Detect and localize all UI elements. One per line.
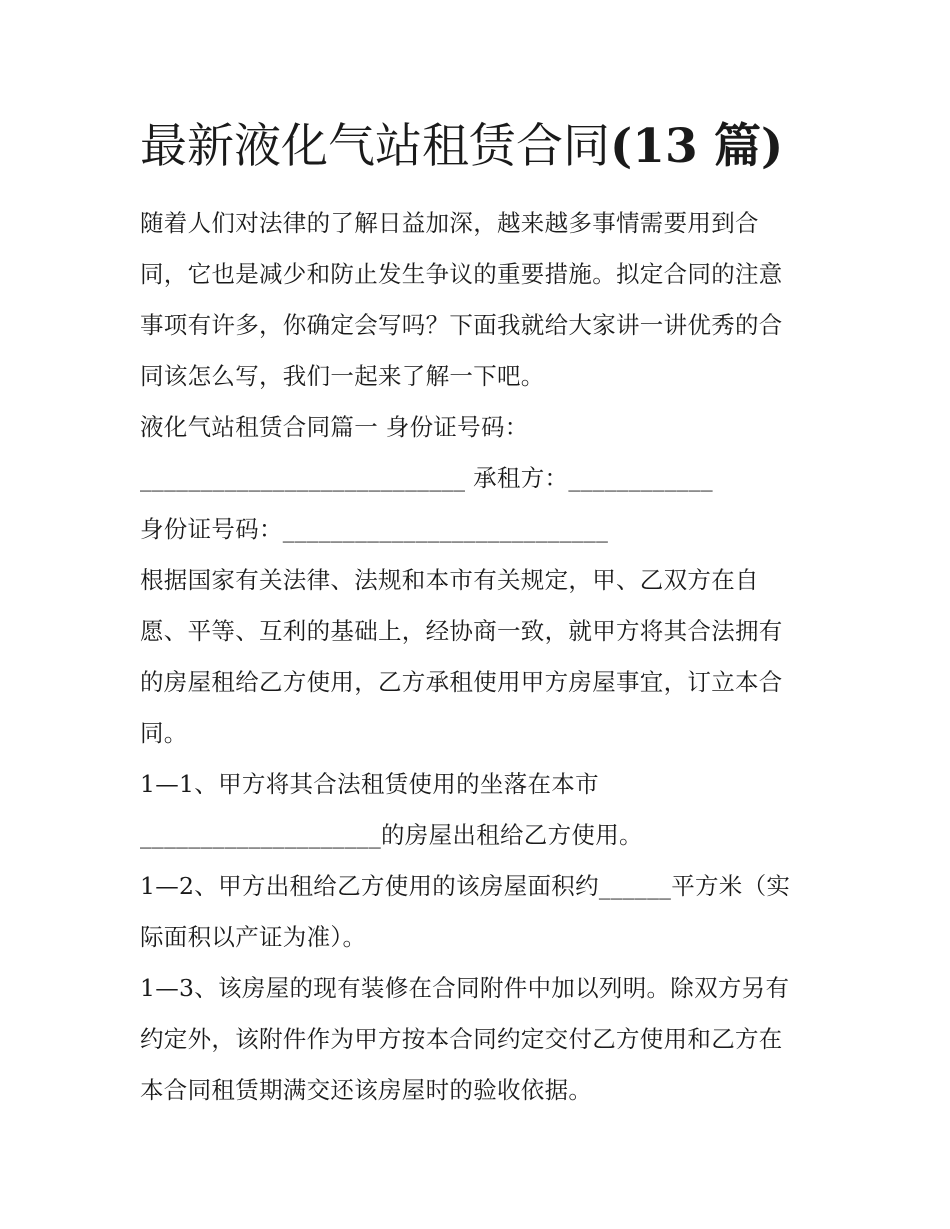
preamble-line-2: 愿、平等、互利的基础上，经协商一致，就甲方将其合法拥有 (140, 617, 783, 645)
preamble-line-1: 根据国家有关法律、法规和本市有关规定，甲、乙双方在自 (140, 566, 759, 594)
clause-1-1-line-2: ____________________的房屋出租给乙方使用。 (140, 821, 643, 849)
clause-1-3-line-3: 本合同租赁期满交还该房屋时的验收依据。 (140, 1076, 593, 1104)
lessee-line: ___________________________ 承租方：____________ (140, 464, 713, 492)
intro-line-4: 同该怎么写，我们一起来了解一下吧。 (140, 362, 545, 390)
clause-1-3-line-2: 约定外，该附件作为甲方按本合同约定交付乙方使用和乙方在 (140, 1025, 783, 1053)
document-body (140, 198, 820, 1116)
contract-heading-line: 液化气站租赁合同篇一 身份证号码： (140, 413, 529, 441)
document-title (140, 112, 783, 182)
intro-line-1: 随着人们对法律的了解日益加深，越来越多事情需要用到合 (140, 209, 759, 237)
clause-1-2-line-2: 际面积以产证为准）。 (140, 923, 367, 951)
clause-1-1-line-1: 1—1、甲方将其合法租赁使用的坐落在本市 (140, 770, 599, 798)
document-title-suffix: (13 篇) (610, 119, 784, 174)
id-number-line: 身份证号码：___________________________ (140, 515, 609, 543)
clause-1-3-line-1: 1—3、该房屋的现有装修在合同附件中加以列明。除双方另有 (140, 974, 790, 1002)
intro-line-2: 同，它也是减少和防止发生争议的重要措施。拟定合同的注意 (140, 260, 783, 288)
intro-line-3: 事项有许多，你确定会写吗？下面我就给大家讲一讲优秀的合 (140, 311, 783, 339)
preamble-line-3: 的房屋租给乙方使用，乙方承租使用甲方房屋事宜，订立本合 (140, 668, 783, 696)
clause-1-2-line-1: 1—2、甲方出租给乙方使用的该房屋面积约______平方米（实 (140, 872, 791, 900)
document-title-main: 最新液化气站租赁合同 (140, 119, 610, 174)
preamble-line-4: 同。 (140, 719, 188, 747)
